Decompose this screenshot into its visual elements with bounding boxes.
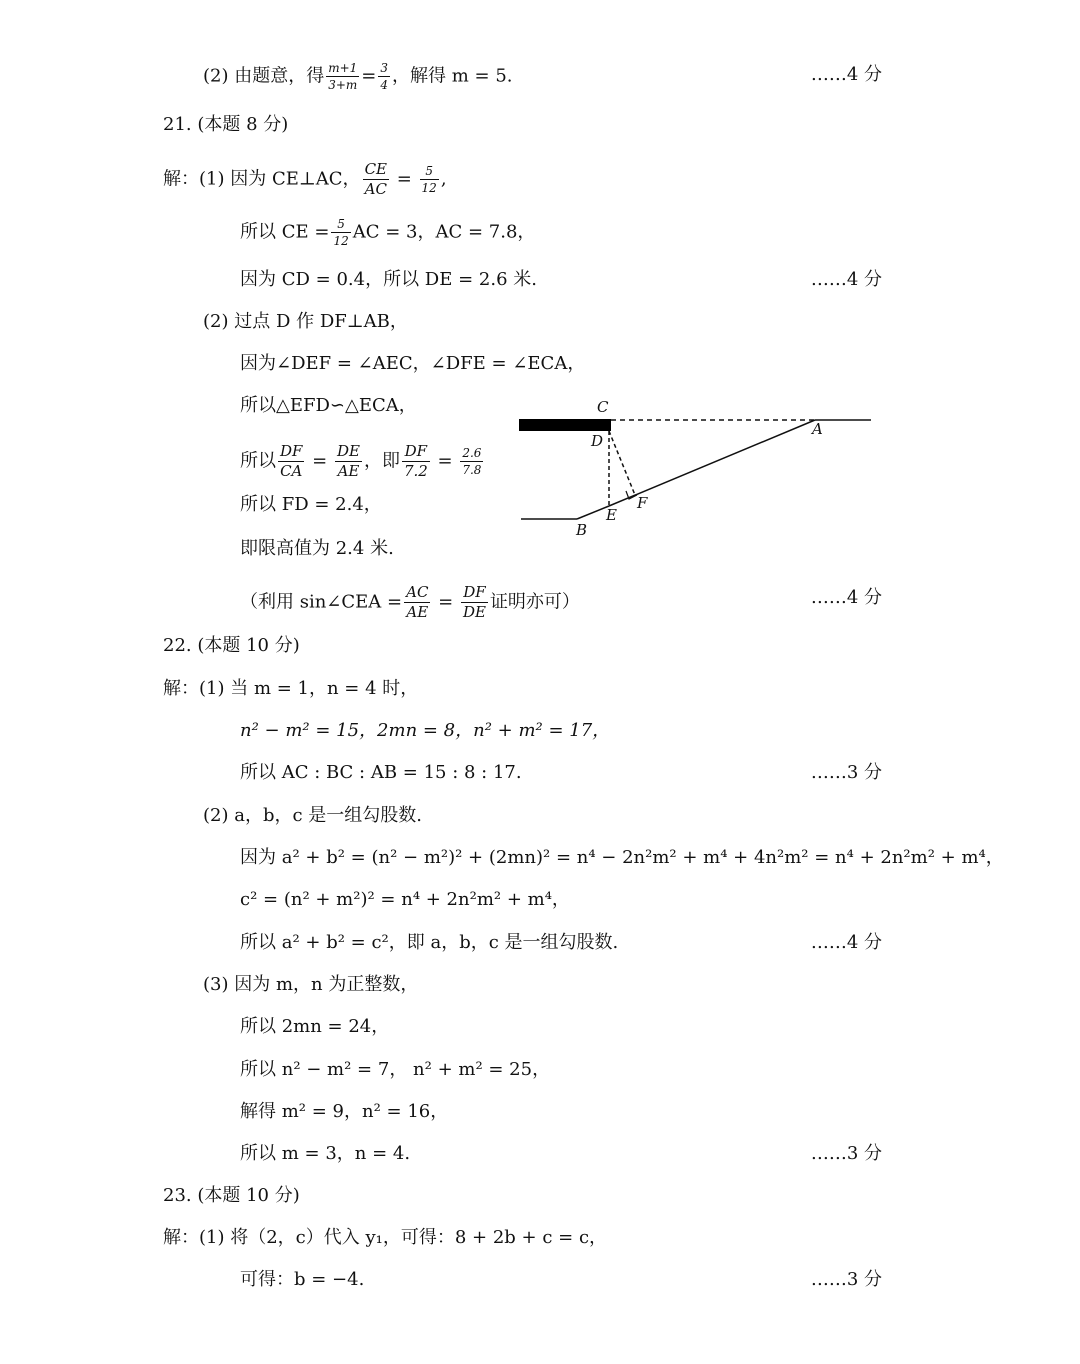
text: （利用 sin∠CEA = (240, 591, 403, 613)
label-a: A (812, 420, 823, 438)
q21-part2-line1: (2) 过点 D 作 DF⊥AB， (203, 311, 408, 332)
question-22-heading: 22. (本题 10 分) (163, 635, 300, 656)
q23-part1-line2: 可得：b = −4. (240, 1269, 365, 1290)
q22-part1-line1: 解：(1) 当 m = 1，n = 4 时， (163, 678, 419, 699)
score-mark: ……3 分 (810, 1143, 882, 1164)
text: 所以 CE = (240, 221, 330, 243)
q21-part2-line4: 所以 $\frac{DF}{CA}$ = $\frac{DE}{AE}$ ，即 $\frac{DF}{7.2}$ = $\frac{2.6}{7.8}$ (240, 442, 482, 480)
q22-part3-line5: 所以 m = 3，n = 4. (240, 1143, 411, 1164)
q22-part2-line1: (2) a，b，c 是一组勾股数. (203, 805, 422, 826)
score-mark: ……4 分 (810, 587, 882, 608)
q21-part1-line1: 解：(1) 因为 CE⊥AC， $\frac{CE}{AC}$ = $\frac{5}{12}$ , (163, 160, 447, 198)
barrier-bar (519, 419, 611, 431)
q22-part1-line3: 所以 AC : BC : AB = 15 : 8 : 17. (240, 762, 522, 783)
label-c: C (597, 398, 609, 416)
q22-part3-line2: 所以 2mn = 24， (240, 1016, 390, 1037)
q21-part1-line2 (240, 218, 535, 247)
fraction: $\frac{2.6}{7.8}$ (462, 446, 482, 477)
label-d: D (591, 432, 604, 450)
fraction: $\frac{5}{12}$ (333, 217, 349, 248)
dashed-line-df (609, 431, 635, 495)
geometry-figure (515, 395, 880, 540)
q22-part3-line1: (3) 因为 m，n 为正整数， (203, 974, 419, 995)
text: 证明亦可） (489, 591, 580, 613)
q22-part1-line2: n² − m² = 15，2mn = 8，n² + m² = 17， (240, 720, 611, 741)
q21-part1-line3: 因为 CD = 0.4，所以 DE = 2.6 米. (240, 269, 537, 290)
score-mark: ……3 分 (810, 762, 882, 783)
fraction: $\frac{3}{4}$ (380, 61, 389, 92)
score-mark: ……4 分 (810, 64, 882, 85)
text: (2) 由题意，得 (203, 65, 325, 87)
q21-part2-line6: 即限高值为 2.4 米. (240, 538, 394, 559)
slope-segment-be (577, 506, 609, 519)
text: ，即 (363, 450, 400, 472)
score-mark: ……3 分 (810, 1269, 882, 1290)
fraction: $\frac{DF}{DE}$ (462, 583, 486, 621)
fraction: $\frac{DF}{CA}$ (280, 442, 303, 480)
q21-part2-line3: 所以△EFD∽△ECA， (240, 395, 417, 416)
fraction: $\frac{DF}{7.2}$ (403, 442, 428, 480)
fraction: $\frac{5}{12}$ (421, 164, 437, 195)
q20-part2-line: (2) 由题意，得 $\frac{m+1}{3+m}$ = $\frac{3}{4}$ ，解得 m = 5. (203, 61, 513, 92)
score-mark: ……4 分 (810, 932, 882, 953)
question-23-heading: 23. (本题 10 分) (163, 1185, 300, 1206)
score-mark: ……4 分 (810, 269, 882, 290)
fraction: $\frac{AC}{AE}$ (406, 583, 429, 621)
q21-part2-alt-proof: （利用 sin∠CEA = $\frac{AC}{AE}$ = $\frac{DF}{DE}$ 证明亦可） (240, 583, 580, 621)
text: 所以 (240, 450, 276, 472)
q22-part2-line4: 所以 a² + b² = c²，即 a，b，c 是一组勾股数. (240, 932, 619, 953)
label-b: B (576, 521, 588, 539)
q22-part2-line3: c² = (n² + m²)² = n⁴ + 2n²m² + m⁴， (240, 889, 570, 910)
q22-part2-line2: 因为 a² + b² = (n² − m²)² + (2mn)² = n⁴ − 2n²m² + m⁴ + 4n²m² = n⁴ + 2n²m² + m⁴， (240, 847, 1004, 868)
fraction: $\frac{DE}{AE}$ (336, 442, 360, 480)
text: AC = 3，AC = 7.8， (352, 221, 536, 243)
text: ，解得 m = 5. (392, 65, 513, 87)
label-f: F (637, 494, 648, 512)
q23-part1-line1: 解：(1) 将（2，c）代入 y₁，可得：8 + 2b + c = c， (163, 1227, 608, 1248)
q22-part3-line4: 解得 m² = 9，n² = 16， (240, 1101, 449, 1122)
fraction: $\frac{m+1}{3+m}$ (328, 61, 358, 92)
text: 解：(1) 因为 CE⊥AC， (163, 168, 361, 190)
label-e: E (606, 506, 617, 524)
fraction: $\frac{CE}{AC}$ (364, 160, 387, 198)
q21-part2-line5: 所以 FD = 2.4， (240, 494, 382, 515)
q22-part3-line3: 所以 n² − m² = 7， n² + m² = 25， (240, 1059, 551, 1080)
question-21-heading: 21. (本题 8 分) (163, 114, 289, 135)
q21-part2-line2: 因为∠DEF = ∠AEC，∠DFE = ∠ECA， (240, 353, 586, 374)
